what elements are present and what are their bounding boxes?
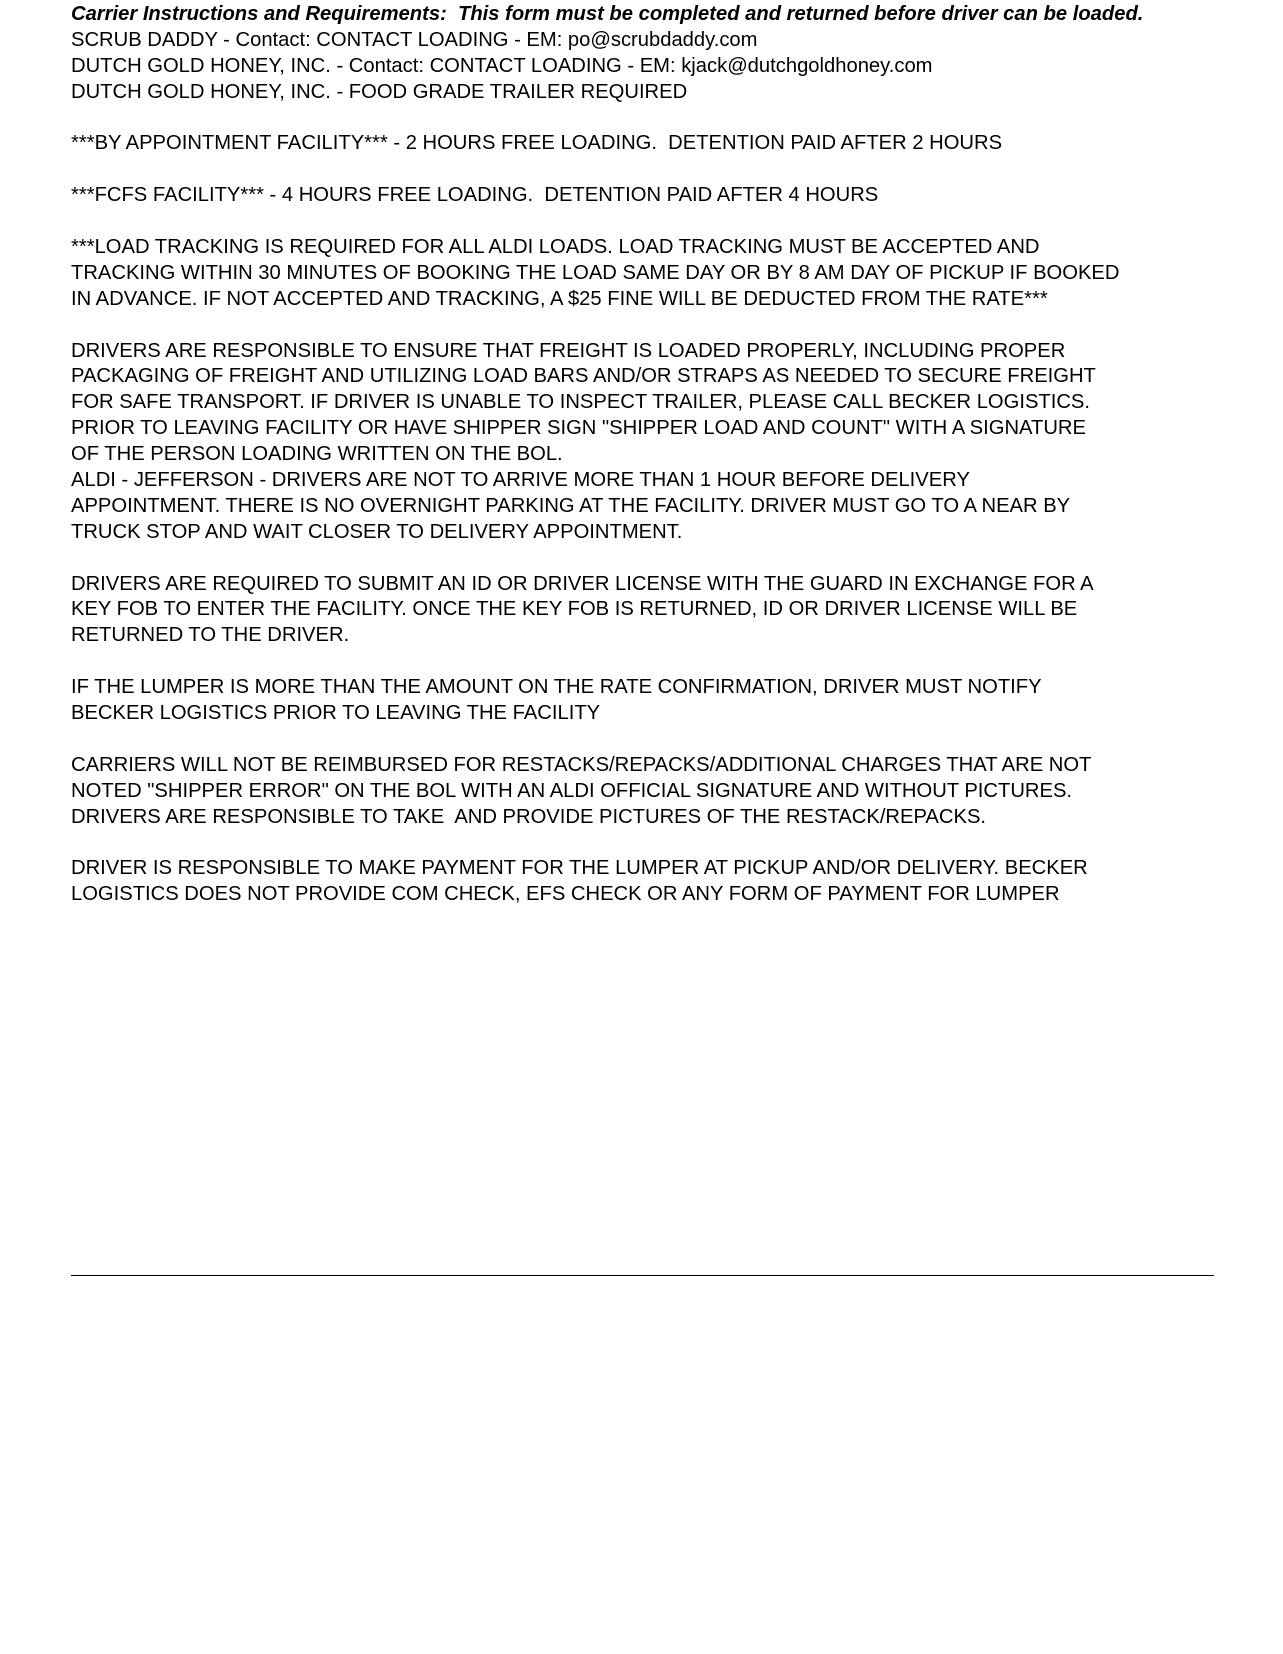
loading-line: ALDI - JEFFERSON - DRIVERS ARE NOT TO ARRIVE MORE THAN 1 HOUR BEFORE DELIVERY xyxy=(71,469,970,492)
spacer xyxy=(71,157,1261,183)
loading-line: OF THE PERSON LOADING WRITTEN ON THE BOL. xyxy=(71,443,563,466)
keyfob-line: DRIVERS ARE REQUIRED TO SUBMIT AN ID OR DRIVER LICENSE WITH THE GUARD IN EXCHANGE FOR A xyxy=(71,572,1094,595)
contact-line: SCRUB DADDY - Contact: CONTACT LOADING - EM: po@scrubdaddy.com xyxy=(71,28,758,51)
tracking-line: TRACKING WITHIN 30 MINUTES OF BOOKING THE LOAD SAME DAY OR BY 8 AM DAY OF PICKUP IF BOOKED xyxy=(71,261,1120,284)
signature-line xyxy=(71,1275,1214,1276)
spacer xyxy=(71,649,1261,675)
loading-line: APPOINTMENT. THERE IS NO OVERNIGHT PARKING AT THE FACILITY. DRIVER MUST GO TO A NEAR BY xyxy=(71,494,1071,517)
fcfs-facility-note: ***FCFS FACILITY*** - 4 HOURS FREE LOADING. DETENTION PAID AFTER 4 HOURS xyxy=(71,184,879,207)
spacer xyxy=(71,727,1261,753)
restacks-line: CARRIERS WILL NOT BE REIMBURSED FOR RESTACKS/REPACKS/ADDITIONAL CHARGES THAT ARE NOT xyxy=(71,753,1092,776)
restacks-line: DRIVERS ARE RESPONSIBLE TO TAKE AND PROVIDE PICTURES OF THE RESTACK/REPACKS. xyxy=(71,805,987,828)
keyfob-line: KEY FOB TO ENTER THE FACILITY. ONCE THE KEY FOB IS RETURNED, ID OR DRIVER LICENSE WILL BE xyxy=(71,598,1078,621)
instructions-body xyxy=(71,2,1261,908)
tracking-line: ***LOAD TRACKING IS REQUIRED FOR ALL ALDI LOADS. LOAD TRACKING MUST BE ACCEPTED AND xyxy=(71,236,1040,259)
document-title: Carrier Instructions and Requirements: This form must be completed and returned before driver can be loaded. xyxy=(71,3,1144,25)
lumper-notice-line: BECKER LOGISTICS PRIOR TO LEAVING THE FACILITY xyxy=(71,702,601,725)
spacer xyxy=(71,546,1261,572)
spacer xyxy=(71,831,1261,857)
spacer xyxy=(71,313,1261,339)
loading-line: PACKAGING OF FREIGHT AND UTILIZING LOAD BARS AND/OR STRAPS AS NEEDED TO SECURE FREIGHT xyxy=(71,365,1096,388)
loading-line: PRIOR TO LEAVING FACILITY OR HAVE SHIPPER SIGN "SHIPPER LOAD AND COUNT" WITH A SIGNATURE xyxy=(71,417,1086,440)
contact-line: DUTCH GOLD HONEY, INC. - FOOD GRADE TRAILER REQUIRED xyxy=(71,80,688,103)
spacer xyxy=(71,106,1261,132)
payment-line: LOGISTICS DOES NOT PROVIDE COM CHECK, EFS CHECK OR ANY FORM OF PAYMENT FOR LUMPER xyxy=(71,883,1060,906)
loading-line: TRUCK STOP AND WAIT CLOSER TO DELIVERY APPOINTMENT. xyxy=(71,520,683,543)
keyfob-line: RETURNED TO THE DRIVER. xyxy=(71,624,350,647)
restacks-line: NOTED "SHIPPER ERROR" ON THE BOL WITH AN ALDI OFFICIAL SIGNATURE AND WITHOUT PICTURES. xyxy=(71,779,1073,802)
loading-line: FOR SAFE TRANSPORT. IF DRIVER IS UNABLE TO INSPECT TRAILER, PLEASE CALL BECKER LOGISTICS. xyxy=(71,391,1091,414)
tracking-line: IN ADVANCE. IF NOT ACCEPTED AND TRACKING, A $25 FINE WILL BE DEDUCTED FROM THE RATE*** xyxy=(71,287,1048,310)
appointment-facility-note: ***BY APPOINTMENT FACILITY*** - 2 HOURS FREE LOADING. DETENTION PAID AFTER 2 HOURS xyxy=(71,132,1003,155)
loading-line: DRIVERS ARE RESPONSIBLE TO ENSURE THAT FREIGHT IS LOADED PROPERLY, INCLUDING PROPER xyxy=(71,339,1066,362)
lumper-notice-line: IF THE LUMPER IS MORE THAN THE AMOUNT ON THE RATE CONFIRMATION, DRIVER MUST NOTIFY xyxy=(71,676,1042,699)
payment-line: DRIVER IS RESPONSIBLE TO MAKE PAYMENT FOR THE LUMPER AT PICKUP AND/OR DELIVERY. BECKER xyxy=(71,857,1088,880)
contact-line: DUTCH GOLD HONEY, INC. - Contact: CONTACT LOADING - EM: kjack@dutchgoldhoney.com xyxy=(71,54,933,77)
spacer xyxy=(71,209,1261,235)
